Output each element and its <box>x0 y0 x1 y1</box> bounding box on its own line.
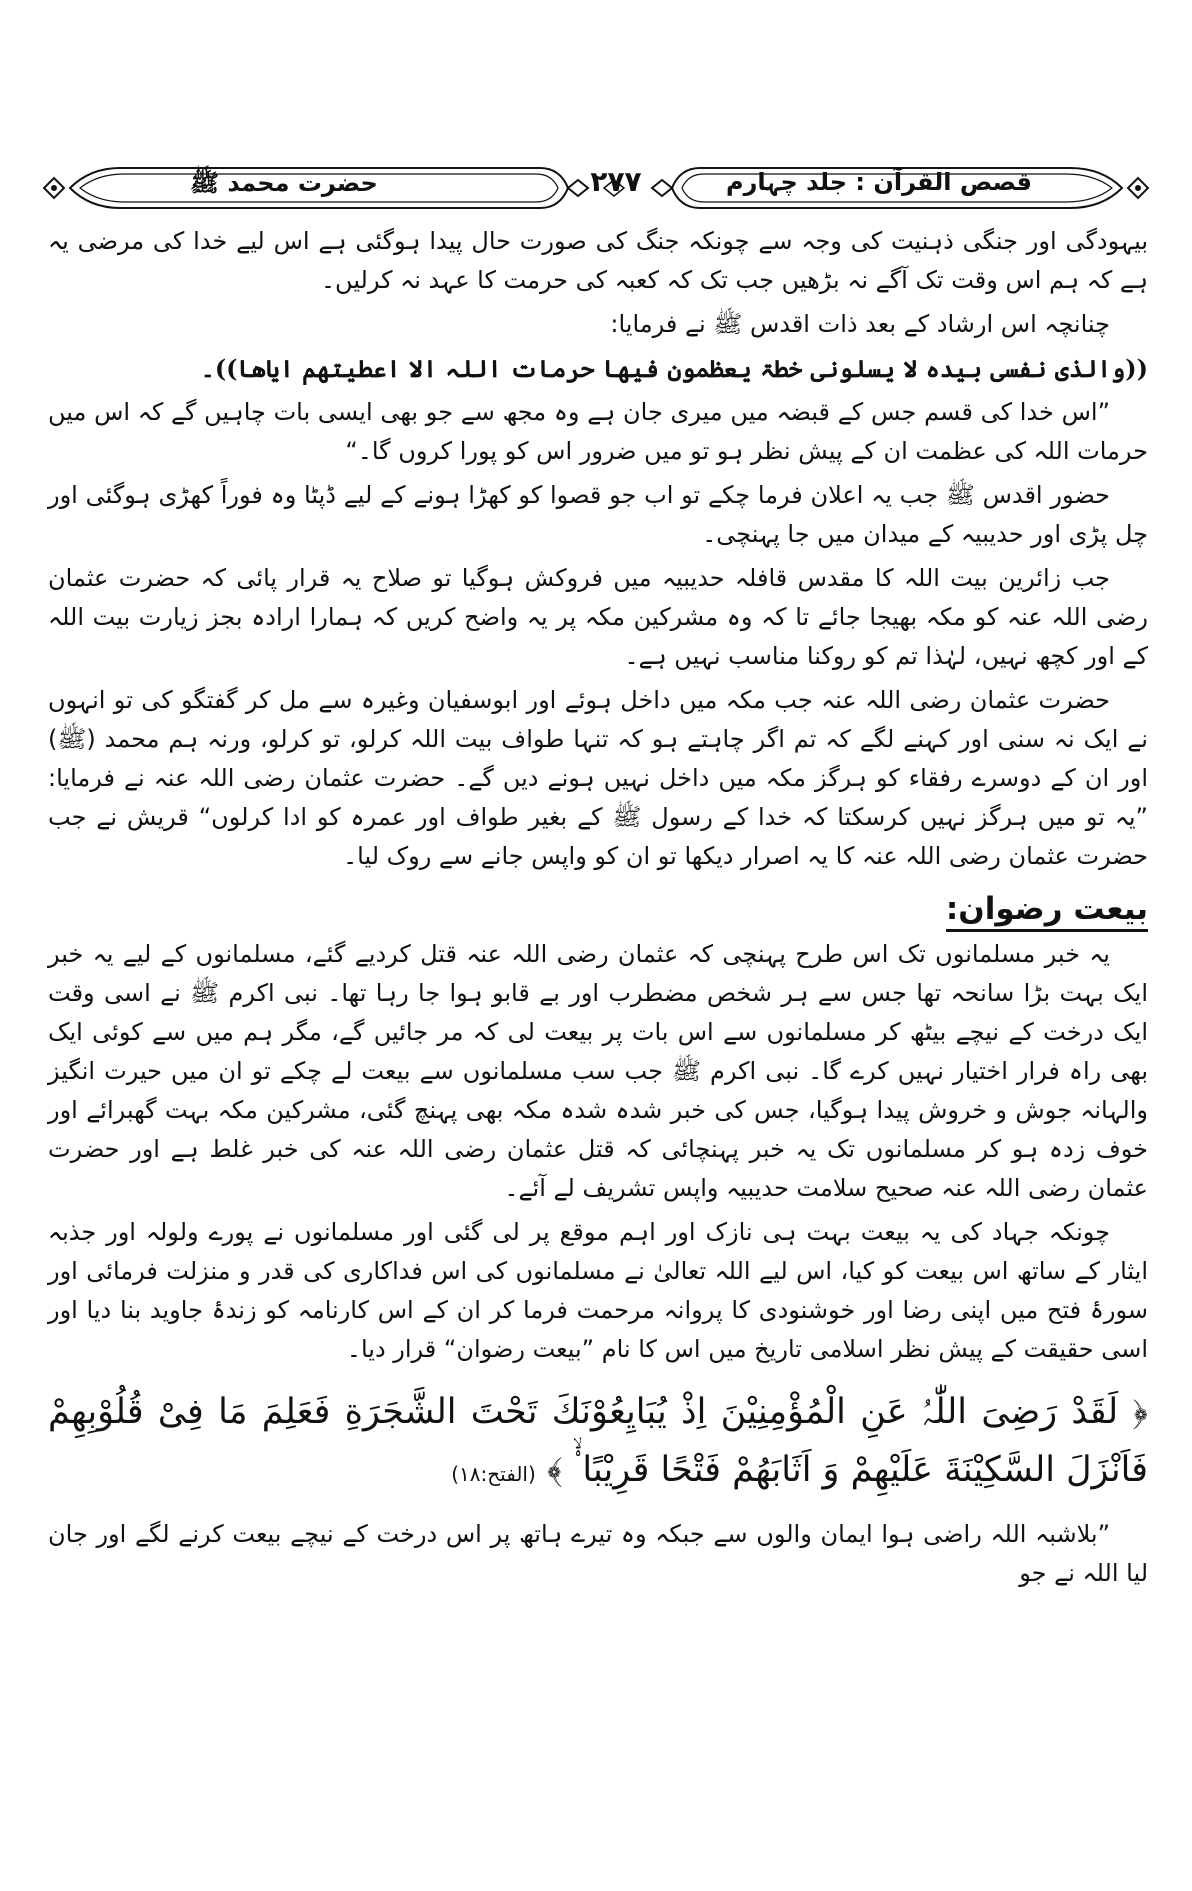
section-heading <box>48 890 1148 929</box>
chapter-title: حضرت محمد ﷺ <box>190 169 378 197</box>
verse-text: ﴿ لَقَدْ رَضِیَ اللّٰہُ عَنِ الْمُؤْمِنِیْنَ اِذْ یُبَایِعُوْنَكَ تَحْتَ الشَّجَرَةِ فَعَلِمَ مَا فِیْ قُلُوْبِهِمْ فَاَنْزَلَ السَّكِیْنَةَ عَلَیْهِمْ وَ اَثَابَهُمْ فَتْحًا قَرِیْبًا ۟ۙ ﴾ <box>48 1392 1148 1490</box>
verse-reference: (الفتح:۱۸) <box>451 1462 536 1486</box>
page-body <box>48 222 1148 1598</box>
book-title: قصص القرآن : جلد چہارم <box>725 168 1032 196</box>
hadith-translation: ”اس خدا کی قسم جس کے قبضہ میں میری جان ہے وہ مجھ سے جو بھی ایسی بات چاہیں گے کہ اس میں حرمات اللہ کی عظمت ان کے پیش نظر ہو تو میں ضرور اس کو پورا کروں گا۔“ <box>48 398 1148 465</box>
paragraph: بیہودگی اور جنگی ذہنیت کی وجہ سے چونکہ جنگ کی صورت حال پیدا ہوگئی ہے اس لیے خدا کی مرضی یہ ہے کہ ہم اس وقت تک آگے نہ بڑھیں جب تک کہ کعبہ کی حرمت کا عہد نہ کرلیں۔ <box>48 227 1148 294</box>
paragraph: چنانچہ اس ارشاد کے بعد ذات اقدس ﷺ نے فرمایا: <box>610 310 1110 338</box>
paragraph: یہ خبر مسلمانوں تک اس طرح پہنچی کہ عثمان رضی اللہ عنہ قتل کردیے گئے، مسلمانوں کے لیے یہ خبر ایک بہت بڑا سانحہ تھا جس سے ہر شخص مضطرب اور بے قابو ہوا جا رہا تھا۔ نبی اکرم ﷺ نے اسی وقت ایک درخت کے نیچے بیٹھ کر مسلمانوں سے اس بات پر بیعت لی کہ مر جائیں گے، مگر ہم میں سے کوئی ایک بھی راہ فرار اختیار نہیں کرے گا۔ نبی اکرم ﷺ جب سب مسلمانوں سے بیعت لے چکے تو ان میں حیرت انگیز والہانہ جوش و خروش پیدا ہوگیا، جس کی خبر شدہ شدہ مکہ بھی پہنچ گئی، مشرکین مکہ بہت گھبرائے اور خوف زدہ ہو کر مسلمانوں تک یہ خبر پہنچائی کہ قتل عثمان رضی اللہ عنہ کی خبر غلط ہے اور حضرت عثمان رضی اللہ عنہ صحیح سلامت حدیبیہ واپس تشریف لے آئے۔ <box>48 940 1148 1202</box>
quran-verse <box>48 1383 1148 1503</box>
hadith-arabic: ((والذی نفسی بیدہ لا یسلونی خطۃ یعظمون فیھا حرمات اللہ الا اعطیتھم ایاھا))۔ <box>200 354 1148 383</box>
paragraph: حضور اقدس ﷺ جب یہ اعلان فرما چکے تو اب جو قصوا کو کھڑا ہونے کے لیے ڈپٹا وہ فوراً کھڑی ہوگئی اور چل پڑی اور حدیبیہ کے میدان میں جا پہنچی۔ <box>48 481 1148 548</box>
paragraph: چونکہ جہاد کی یہ بیعت بہت ہی نازک اور اہم موقع پر لی گئی اور مسلمانوں نے پورے ولولہ اور جذبہ ایثار کے ساتھ اس بیعت کو کیا، اس لیے اللہ تعالیٰ نے مسلمانوں کی اس فداکاری کی قدر و منزلت فرمائی اور سورۂ فتح میں اپنی رضا اور خوشنودی کا پروانہ مرحمت فرما کر ان کے اس کارنامہ کو زندۂ جاوید بنا دیا اور اسی حقیقت کے پیش نظر اسلامی تاریخ میں اس کا نام ”بیعت رضوان“ قرار دیا۔ <box>48 1218 1148 1363</box>
page-number: ۲۷۷ <box>590 165 642 198</box>
section-heading-text: بیعت رضوان: <box>946 891 1148 932</box>
page-header <box>40 160 1152 216</box>
paragraph: حضرت عثمان رضی اللہ عنہ جب مکہ میں داخل ہوئے اور ابوسفیان وغیرہ سے مل کر گفتگو کی تو انہوں نے ایک نہ سنی اور کہنے لگے کہ تم اگر چاہتے ہو کہ تنہا طواف بیت اللہ کرلو، تو کرلو، ورنہ ہم محمد (ﷺ) اور ان کے دوسرے رفقاء کو ہرگز مکہ میں داخل نہیں ہونے دیں گے۔ حضرت عثمان رضی اللہ عنہ نے فرمایا: ”یہ تو میں ہرگز نہیں کرسکتا کہ خدا کے رسول ﷺ کے بغیر طواف اور عمرہ کو ادا کرلوں“ قریش نے جب حضرت عثمان رضی اللہ عنہ کا یہ اصرار دیکھا تو ان کو واپس جانے سے روک لیا۔ <box>48 686 1148 870</box>
paragraph: جب زائرین بیت اللہ کا مقدس قافلہ حدیبیہ میں فروکش ہوگیا تو صلاح یہ قرار پائی کہ حضرت عثمان رضی اللہ عنہ کو مکہ بھیجا جائے تا کہ وہ مشرکین مکہ پر یہ واضح کریں کہ ہمارا ارادہ بجز زیارت بیت اللہ کے اور کچھ نہیں، لہٰذا تم کو روکنا مناسب نہیں ہے۔ <box>48 564 1148 670</box>
verse-translation: ”بلاشبہ اللہ راضی ہوا ایمان والوں سے جبکہ وہ تیرے ہاتھ پر اس درخت کے نیچے بیعت کرنے لگے اور جان لیا اللہ نے جو <box>48 1520 1148 1587</box>
